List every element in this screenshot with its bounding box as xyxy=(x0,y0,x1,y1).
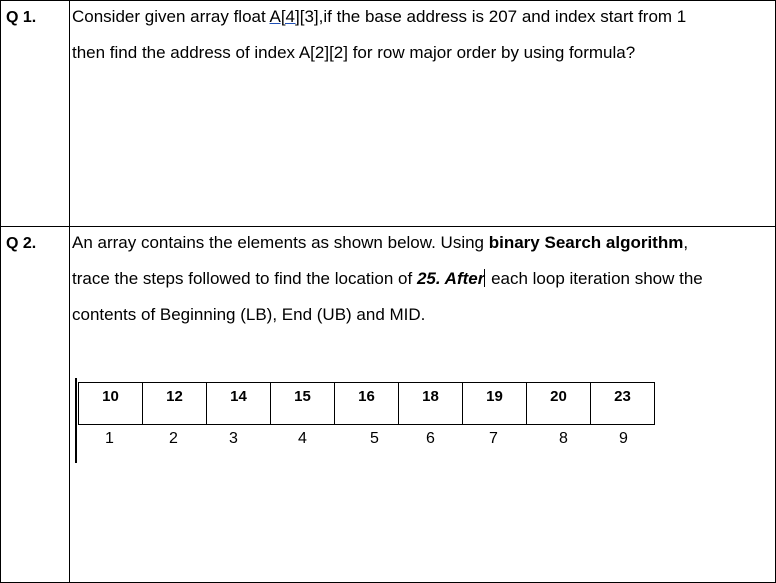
question-1-line-2: then find the address of index A[2][2] for row major order by using formula? xyxy=(72,43,636,62)
q2-bold-term: binary Search algorithm xyxy=(488,233,684,252)
array-index: 8 xyxy=(559,430,568,447)
array-index: 6 xyxy=(426,430,435,447)
array-index: 3 xyxy=(229,430,238,447)
array-cell: 14 xyxy=(207,382,271,425)
question-2-label: Q 2. xyxy=(6,235,37,252)
array-cell: 18 xyxy=(399,382,463,425)
array-cell: 16 xyxy=(335,382,399,425)
array-index: 1 xyxy=(105,430,114,447)
array-index: 7 xyxy=(489,430,498,447)
q1-array-link: A[4] xyxy=(269,7,300,26)
array-index: 2 xyxy=(169,430,178,447)
q1-text-a: Consider given array float xyxy=(72,7,270,26)
q1-text-b: [3],if the base address is 207 and index start from 1 xyxy=(299,7,687,26)
array-cell: 10 xyxy=(79,382,143,425)
array-cell: 12 xyxy=(143,382,207,425)
array-table xyxy=(78,382,655,425)
question-1-line-1 xyxy=(72,6,686,28)
q2-text-a: An array contains the elements as shown below. Using xyxy=(72,233,489,252)
array-index: 4 xyxy=(298,430,307,447)
question-2-line-1 xyxy=(72,232,688,254)
array-index: 5 xyxy=(370,430,379,447)
array-cell: 19 xyxy=(463,382,527,425)
array-left-bar xyxy=(75,378,77,463)
question-2-line-2 xyxy=(72,268,703,290)
row-divider xyxy=(0,226,776,227)
q2-target-value: 25. After xyxy=(416,269,485,288)
q2-text-b: , xyxy=(683,233,689,252)
array-cell: 15 xyxy=(271,382,335,425)
q2-text-c: trace the steps followed to find the location of xyxy=(72,269,417,288)
question-2-line-3: contents of Beginning (LB), End (UB) and MID. xyxy=(72,305,426,324)
q2-text-d: each loop iteration show the xyxy=(486,269,703,288)
column-divider xyxy=(69,0,70,583)
array-cell: 23 xyxy=(591,382,655,425)
question-1-label: Q 1. xyxy=(6,9,37,26)
array-index: 9 xyxy=(619,430,628,447)
array-cell: 20 xyxy=(527,382,591,425)
